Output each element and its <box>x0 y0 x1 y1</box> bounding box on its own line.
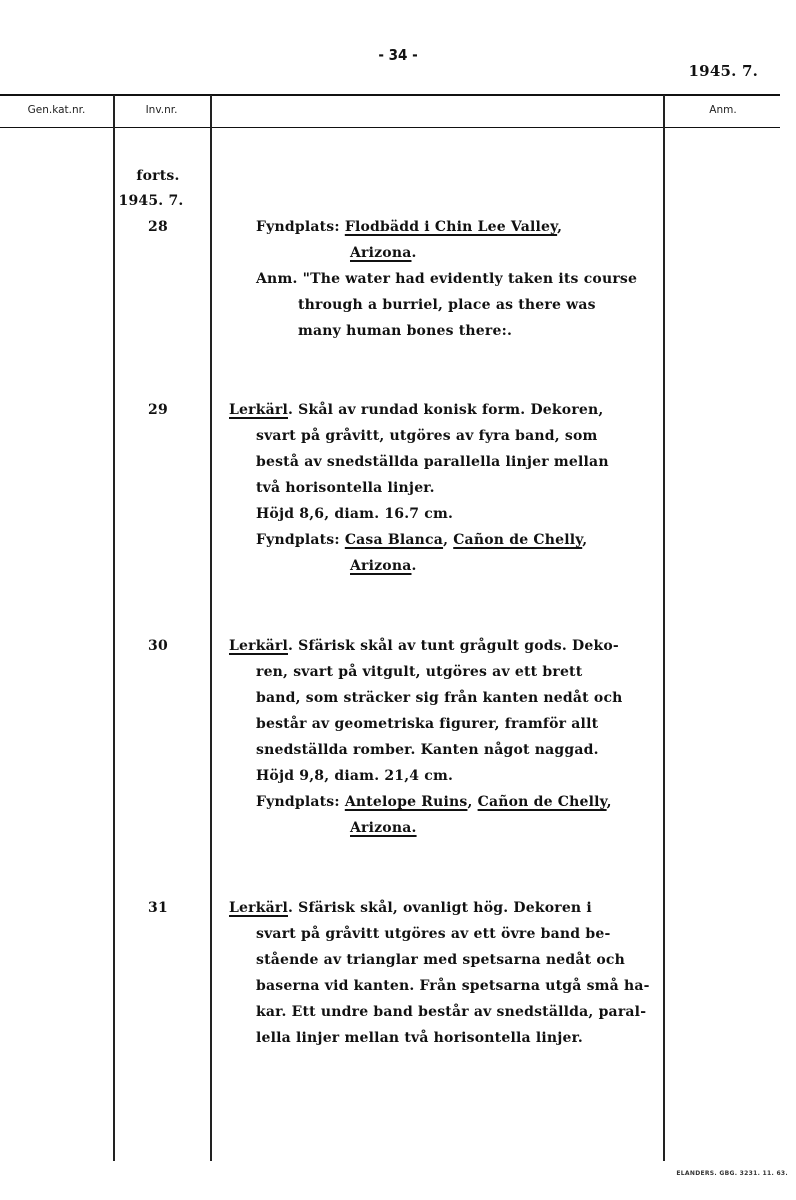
text-segment: , <box>582 532 588 548</box>
column-header-anm: Anm. <box>709 104 737 116</box>
text-segment: , <box>557 219 563 235</box>
text-segment: through a burriel, place as there was <box>298 297 596 313</box>
header-date: 1945. 7. <box>688 62 758 80</box>
entry-text-line <box>256 978 650 994</box>
text-segment: . <box>411 558 417 574</box>
underlined-term: Lerkärl <box>229 402 288 418</box>
text-segment: svart på gråvitt, utgöres av fyra band, som <box>256 428 598 444</box>
underlined-term: Lerkärl <box>229 900 288 916</box>
page-number: - 34 - <box>378 46 418 64</box>
entry-text-line <box>350 558 417 574</box>
underlined-term: Arizona <box>350 558 412 574</box>
entry-text-line <box>256 454 609 470</box>
entry-text-line <box>350 820 417 836</box>
text-segment: stående av trianglar med spetsarna nedåt och <box>256 952 626 968</box>
entry-text-line <box>229 402 603 418</box>
text-segment: Höjd 8,6, diam. 16.7 cm. <box>256 506 454 522</box>
text-segment: två horisontella linjer. <box>256 480 435 496</box>
text-segment: , <box>606 794 612 810</box>
text-segment: snedställda romber. Kanten något naggad. <box>256 742 599 758</box>
text-segment: baserna vid kanten. Från spetsarna utgå små ha- <box>256 978 650 994</box>
continuation-label: forts. <box>136 168 180 184</box>
text-segment: Fyndplats: <box>256 532 345 548</box>
entry-text-line <box>256 664 582 680</box>
entry-text-line <box>256 742 599 758</box>
underlined-term: Cañon de Chelly <box>453 532 583 548</box>
column-header-gen-kat-nr: Gen.kat.nr. <box>27 104 86 116</box>
text-segment: Höjd 9,8, diam. 21,4 cm. <box>256 768 454 784</box>
text-segment: ren, svart på vitgult, utgöres av ett brett <box>256 664 583 680</box>
entry-text-line <box>229 638 619 654</box>
entry-inv-number: 29 <box>148 402 168 418</box>
entry-text-line <box>298 323 512 339</box>
entry-text-line <box>298 297 596 313</box>
text-segment: . <box>411 245 417 261</box>
entry-inv-number: 28 <box>148 219 168 235</box>
text-segment: svart på gråvitt utgöres av ett övre band be- <box>256 926 611 942</box>
continuation-date: 1945. 7. <box>118 193 184 209</box>
entry-text-line <box>256 428 598 444</box>
text-segment: Fyndplats: <box>256 219 345 235</box>
entry-text-line <box>350 245 417 261</box>
text-segment: band, som sträcker sig från kanten nedåt och <box>256 690 623 706</box>
entry-text-line <box>256 271 637 287</box>
underlined-term: Cañon de Chelly <box>477 794 607 810</box>
text-segment: . Sfärisk skål av tunt grågult gods. Deko- <box>288 638 619 654</box>
text-segment: , <box>443 532 454 548</box>
text-segment: lella linjer mellan två horisontella linjer. <box>256 1030 583 1046</box>
text-segment: består av geometriska figurer, framför allt <box>256 716 599 732</box>
entry-text-line <box>256 716 598 732</box>
column-divider-3 <box>663 95 665 1161</box>
entry-text-line <box>256 768 453 784</box>
entry-text-line <box>256 1004 646 1020</box>
footer-imprint: ELANDERS. GBG. 3231. 11. 63. <box>676 1170 788 1177</box>
text-segment: kar. Ett undre band består av snedställda, paral- <box>256 1004 647 1020</box>
entry-text-line <box>256 1030 583 1046</box>
entry-text-line <box>256 532 587 548</box>
entry-inv-number: 30 <box>148 638 168 654</box>
underlined-term: Lerkärl <box>229 638 288 654</box>
text-segment: Anm. "The water had evidently taken its course <box>256 271 638 287</box>
text-segment: , <box>467 794 478 810</box>
underlined-term: Arizona. <box>350 820 417 836</box>
text-segment: bestå av snedställda parallella linjer mellan <box>256 454 609 470</box>
column-divider-2 <box>210 95 212 1161</box>
entry-text-line <box>256 506 453 522</box>
entry-inv-number: 31 <box>148 900 168 916</box>
underlined-term: Arizona <box>350 245 412 261</box>
entry-text-line <box>256 926 610 942</box>
text-segment: . Skål av rundad konisk form. Dekoren, <box>288 402 604 418</box>
column-header-inv-nr: Inv.nr. <box>145 104 178 116</box>
underlined-term: Flodbädd i Chin Lee Valley <box>344 219 558 235</box>
entry-text-line <box>256 794 612 810</box>
column-divider-1 <box>113 95 115 1161</box>
text-segment: . Sfärisk skål, ovanligt hög. Dekoren i <box>288 900 592 916</box>
entry-text-line <box>256 219 562 235</box>
text-segment: Fyndplats: <box>256 794 345 810</box>
underlined-term: Antelope Ruins <box>344 794 468 810</box>
entry-text-line <box>229 900 592 916</box>
text-segment: many human bones there:. <box>298 323 513 339</box>
entry-text-line <box>256 480 435 496</box>
entry-text-line <box>256 952 625 968</box>
underlined-term: Casa Blanca <box>344 532 444 548</box>
entry-text-line <box>256 690 623 706</box>
